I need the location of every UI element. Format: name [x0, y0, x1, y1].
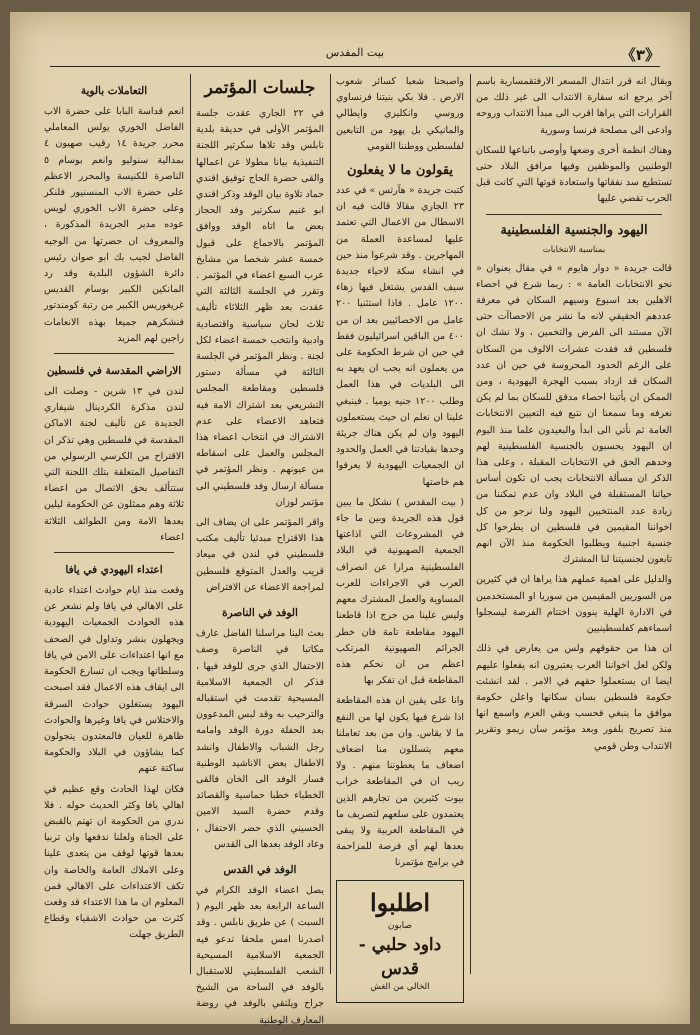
ad-tagline: الخالي من الغش: [370, 981, 430, 992]
paragraph: فكان لهذا الحادث وقع عظيم في اهالي يافا وكثر الحديث حوله . فلا ندري من الحكومة ان تهتم بالقبض على الجناة ولعلنا ندفعها وان تربيا بعدها قوتها لوقف من يتعدى علينا وعلى الاملاك العامة والخاصة وان تكف الاعتداءات على الاهالي فمن المعلوم ان ما هذا الاعتداء قد وقعت كثرت من حوادث الاشقياء وقطاع الطريق جهلت: [44, 783, 184, 941]
advertisement-box: [336, 880, 464, 1003]
page-number: 《٣》: [620, 46, 660, 64]
page-header: [50, 44, 660, 67]
ad-label: صابون: [387, 920, 413, 931]
paragraph: وقعت منذ ايام حوادث اعتداء عادية على الاهالي في يافا ولم نشعر عن هذه الحوادث الجمعيات اليهودية ويجهلون بنشر وتداول في الصحف مع انها اعتداءات على الامن في يافا وسلطاتها ويجب ان تسارع الحكومة الى ايقاف هذه الاعمال فقد اصبحت اليهود يستغلون حوادث السرقة والاختلاس في يافا وغيرها والحوادث ظاهرة للعيان فالمعتدون يتجولون كما يشاؤون في البلاد والحكومة ساكتة عنهم: [44, 585, 184, 775]
article-title: اعتداء اليهودي في يافا: [65, 564, 163, 577]
paragraph: لندن في ١٣ شرين - وصلت الى لندن مذكرة الكردينال شيفاري الجديدة عن تأليف لجنة الاماكن المقدسة في فلسطين وهي تذكر ان الاقتراح من الكرسي الرسولي من التفاصيل المتعلقة بتلك اللجنة التي ستتألف بحق الاتصال من اعضاء ثلاثة وهم ممثلون عن الحكومة ليلين بعدها الامة ومن الطوائف الثلاثة اعضاء: [43, 386, 184, 543]
paragraph: انعم قداسة البابا على حضرة الاب الفاضل الخوري يولس المعاملي محرر جريدة ١٤ رقيب صهيون ٤ بمدالية سنوليو وانعم بوسام ٥ الناصرة للكنيسة والمحرر الاعظم على حضرة الاب المنسنيور فلنكر وعلى حضرة الاب الخوري لويس عوده مدير الجريدة المذكورة ، والمعروف ان حضرتها من الوجيه الفاضل لجيب بك ابو صوان رئيس دائرة الشؤون البلدية وقد رد المانكين الكبير بوسام القديس غريغوريس الكبير من رتبة كومندتور فنشكرهم جميعا بهذه الانعامات راجين لهم المزيد: [44, 106, 184, 344]
ad-name: داود حلبي - قدس: [358, 934, 442, 979]
paragraph: يصل اعضاء الوفد الكرام في الساعة الرابعة بعد ظهر اليوم ( السبت ) عن طريق نابلس . وقد اصدرنا امس ملحقا تدعو فيه الجمعية الاسلامية المسيحية الشعب الفلسطيني للاستقبال بالوفد في الساحة من الشيخ جراح ويلتقي بالوفد في روضة المعارف الوطنية: [196, 884, 324, 1026]
paragraph: ان هذا من حقوقهم ولس من يعارض في ذلك ولكن لعل اخواننا العرب يعتبرون انه يفعلوا عليهم ايضا ان يستعملوا حقهم في الامر . لقد انشئت حكومة فلسطين بسان سكانها واعلن حكومة موافق ما ينبغي فحسب وبقي العزم واسمع انها منذ تصريح بلفور وبعد مؤتمر سان ريمو وتقرير الانتداب وطن قومي: [476, 643, 672, 752]
column-2: [336, 74, 464, 992]
paragraph: والدليل على اهمية عملهم هذا يراها ان في كثيرين من السوريين المقيمين من سوريا او المستخدمين في الادارة الهلية ينوون اختتام الفرصة ليسجلوا اسماءهم كفلسطينيين: [476, 574, 672, 635]
ad-title: اطلبوا: [369, 887, 431, 917]
paragraph: قالت جريدة « دوار هايوم » في مقال بعنوان « نحو الانتخابات العامة » : ربما شرع في احصاء الاهلين بعد اسبوع وسيهم السكان في معرفة عددهم الحقيقي لانه ما نشر من الاحصاآت حتى الآن مستند الى الفرض والتخمين ، ولا نشك ان فلسطين قد فقدت عشرات الالوف من السكان على الرغم الحدود المحروسة في حين ان عدد السكان قد ازداد بسبب الهجرة اليهودية ، ومن الممكن ان يأتينا احصاء مدقق للسكان بما لم يكن نعرفه وما سمعنا ان نتبع فيه التعيين الانتخابات العامة ثم نأتي الى ابدأ والبعيدون علما منذ اليوم ان اليهود يحسبون بالجنسية الفلسطينية لهم وحدهم الحق في الانتخابات المقبلة ، وعلى هذا الذكر ان مسألة الانتخابات يجب ان تكون أساس حياتنا المستقبلة في البلاد وان عدم تمكننا من زيادة عدد المنتخبين اليهود ولنا نرجو من كل اخواننا المقيمين في فلسطين ان يطرحوا كل جنسية اجنبية ويطلبوا الحكومة منذ الآن انهم تابعون لجنسيتنا لنا المشترك: [476, 262, 672, 566]
column-1: [476, 74, 672, 989]
paragraph: واقر المؤتمر على ان يضاف الى هذا الاقتراح مبدئيا تأليف مكتب فلسطيني في لندن في ميعاد قريب والعدل المتوقع فلسطين لمراجعة الاعضاء عن الافتراض: [196, 517, 324, 593]
paragraph: ( بيت المقدس ) نشكل ما يبين قول هذه الجريدة وبين ما جاء في المشروعات التي اذاعتها الجمعية الصهيونية في البلاد الفلسطينية مرارا عن انصراف العرب في الاجراءات للعرب المساوية والعمل المشترك معهم وليس علينا من حرج اذا قاطعنا اليهود مقاطعة تامة فان خطر الجرائم الصهيونية المرتكب اعظم من ان نحكم هذه المقاطعة قبل ان تفكر بها: [336, 496, 464, 687]
article-subtitle: بمناسبة الانتخابات: [542, 244, 606, 255]
column-4: [44, 74, 184, 989]
newspaper-page: [10, 12, 690, 1024]
article-title: التعاملات بالوية: [80, 85, 148, 97]
article-subtitle: الوفد في القدس: [223, 863, 297, 876]
column-rule: [190, 74, 191, 974]
article-title: اليهود والجنسية الفلسطينية: [500, 222, 648, 238]
article-subtitle: الوفد في الناصرة: [222, 607, 298, 620]
article-title: يقولون ما لا يفعلون: [346, 163, 454, 179]
masthead: بيت المقدس: [325, 46, 385, 59]
divider: [486, 214, 662, 215]
column-rule: [330, 74, 331, 974]
paragraph: وبقال انه قرر انتدال المسعر الارفتقمسارية باسم آخر يرجع انه سفارة الانتداب الى غير ذلك من القرارات التي يراها اقرب الى مبدأ الانتداب وروحه وادعى الى مصلحة فرنسا وسورية: [476, 76, 672, 136]
paragraph: وهناك انظمة أخرى وضعها وأوصى باتباعها للسكان الوطنيين والموظفين وفيها مرافق البلاد حتى تستطيع سد نفقاتها واستعادة قوتها التي كانت قبل الحرب تقضي عليها: [476, 144, 672, 205]
column-3: [196, 74, 325, 1026]
divider: [54, 552, 174, 553]
paragraph: وانا على يقين ان هذه المقاطعة اذا شرع فيها يكون لها من النفع ما لا يقاس. وان من بعد تعاملنا معهم يتسللون منا اضعاف اضعاف ما يعطوننا منهم . ولا ريب ان في المقاطعة خراب بيوت كثيرين من تجارهم الذين يعتمدون على سلعهم لتصريف ما في المقاطعة العربية ولا يبقى بعدها لهم أي فرصة للمزاحمة في برامج مؤتمرنا: [336, 695, 464, 869]
article-title: جلسات المؤتمر: [204, 78, 316, 98]
paragraph: واصبحنا شعبا كسائر شعوب الارض . فلا بكي بنيتنا فرنساوي وروسي وانكليزي وايطالي والمانيكي بل يهود من التابعين لفلسطين ووطننا القومي: [336, 76, 464, 152]
paragraph: كتبت جريدة « هآرتس » في عدد ٢٣ الجاري مقالا قالت فيه ان الاسطال من الاعمال التي تعتمد عليها لمساعدة العملة من المهاجرين . وقد شرعوا منذ حين في انشاء سكة لاحياء جديدة سيف القدس يشتغل فيها زهاء ١٢٠٠ عامل . فاذا استثنيا ٢٠٠ عامل من الاخصائيين بعد ان من ٤٠٠ من الباقين اسرائيليون فقط في حين ان شرط الحكومة على من يعملون انه يجب ان يعهد به الى البلديات في هذا العمل وطلب ١٢٠٠ جنيه يوميا . فينبغي علينا ان نعلم ان حيث يستعملون اليهود وان لم يكن هناك جريئة وحدها بقيادتنا في العمل والحدود ان الجمعيات اليهودية لا يعرفوا هم خاصتها: [336, 185, 464, 488]
divider: [54, 353, 174, 354]
article-title: الاراضي المقدسة في فلسطين: [46, 365, 182, 378]
paragraph: بعث الينا مراسلنا الفاضل عارف مكاتبا في الناصرة وصف الاحتفال الذي جرى للوفد فيها ، فذكر ان الجمعية الاسلامية المسيحية تقدمت في استقباله والترحيب به وقد لبس المدعوون بعد الحفلة دورة الوفد وامامه رجل الشباب والاطفال وانشد الاطفال بعض الاناشيد الوطنية فسار الوفد الى الخان فالقى الخطباء خطبا حماسية والقصائد وقدم حضرة السيد الامين الحسيني الذي حضر الاحتفال ، وعاد الوفد بعدها الى القدس: [196, 628, 324, 850]
paragraph: في ٢٢ الجاري عقدت جلسة المؤتمر الأولى في حديقة بلدية نابلس وقد تلاها سكرتير اللجنة التنفيذية بيانا مطولا عن اعمالها والقى حضرة الحاج توفيق افندي حماد تلاوة بيان الوفد وذكر افندي ابو غنيم سكرتير وفد الحجاز بعض ما اتاه الوفد ووافق المؤتمر بالاجماع على قبول خمسة عشر شخصا من مشايخ عرب السبع اعضاء في المؤتمر . وتقرر في الجلسة الثالثة التي عقدت بعد ظهر الثلاثاء تأليف ثلاث لجان سياسية واقتصادية وادبية وانتخب خمسة اعضاء لكل لجنة . ونظر المؤتمر في الجلسة الثالثة في مسألة دستور فلسطين ومقاطعة المجلس التشريعي بعد اشتراك الامة فيه فتعاهد الاعضاء على عدم الاشتراك في انتخاب اعضاء هذا المجلس والعمل على اسقاطه من عيونهم . ونظر المؤتمر في مسألة ارسال وفد فلسطيني الى مؤتمر لوزان: [196, 108, 325, 508]
column-rule: [470, 74, 471, 974]
